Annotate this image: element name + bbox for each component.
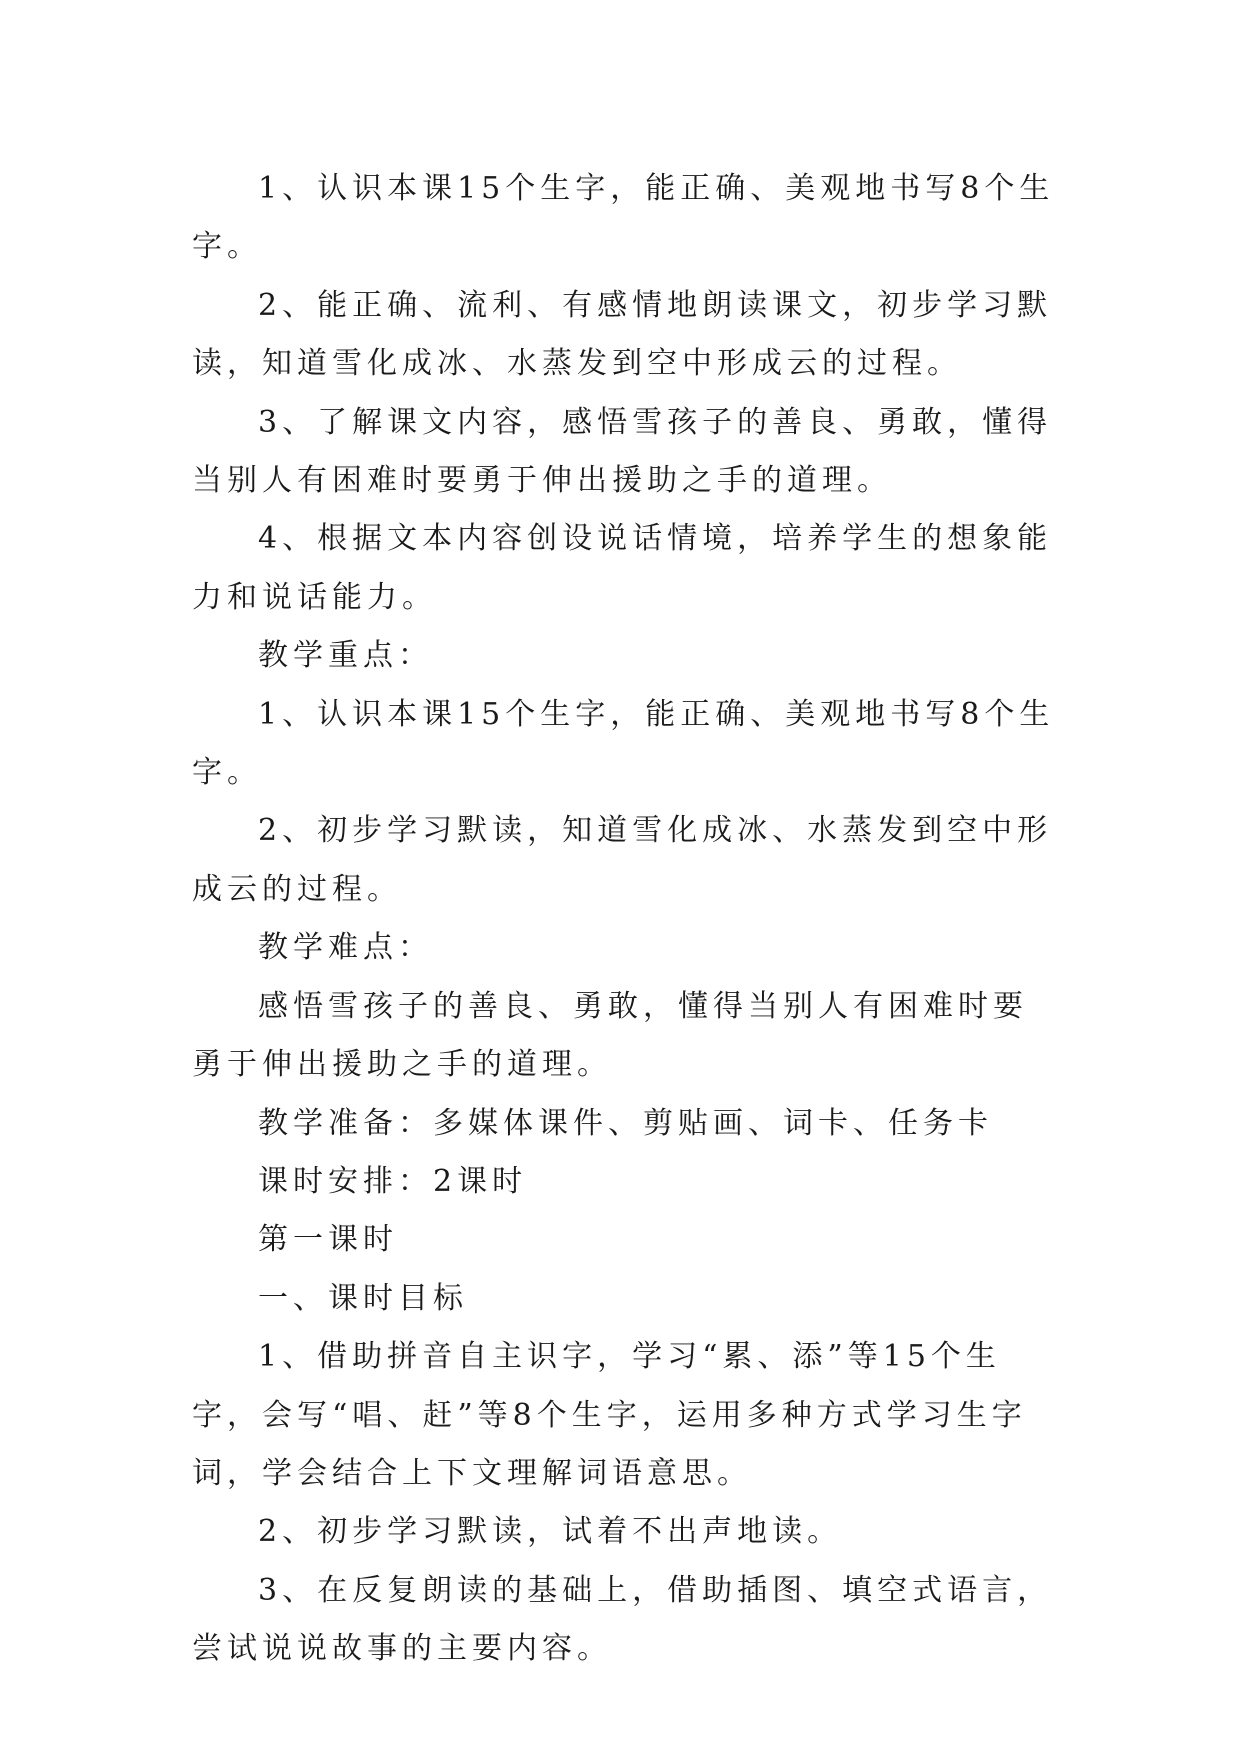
- paragraph-focus-1: 1、认识本课15个生字，能正确、美观地书写8个生字。: [192, 696, 1055, 791]
- paragraph-preparation: 教学准备：多媒体课件、剪贴画、词卡、任务卡: [258, 1105, 993, 1141]
- paragraph-focus-2: 2、初步学习默读，知道雪化成冰、水蒸发到空中形成云的过程。: [192, 813, 1053, 907]
- heading-first-lesson: 第一课时: [258, 1222, 398, 1258]
- heading-lesson-goals: 一、课时目标: [258, 1280, 468, 1316]
- document-body: [192, 160, 1062, 1679]
- paragraph-difficulty: 感悟雪孩子的善良、勇敢，懂得当别人有困难时要勇于伸出援助之手的道理。: [192, 988, 1028, 1083]
- heading-teaching-difficulty: 教学难点：: [258, 930, 433, 966]
- paragraph-schedule: 课时安排：2课时: [258, 1163, 528, 1199]
- paragraph-goal-2: 2、能正确、流利、有感情地朗读课文，初步学习默读，知道雪化成冰、水蒸发到空中形成云的过程。: [192, 287, 1053, 382]
- paragraph-goal-1: 1、认识本课15个生字，能正确、美观地书写8个生字。: [192, 171, 1055, 265]
- paragraph-goal-4: 4、根据文本内容创设说话情境，培养学生的想象能力和说话能力。: [192, 521, 1053, 615]
- paragraph-lesson-goal-2: 2、初步学习默读，试着不出声地读。: [258, 1514, 843, 1550]
- heading-teaching-focus: 教学重点：: [258, 638, 433, 674]
- paragraph-lesson-goal-3: 3、在反复朗读的基础上，借助插图、填空式语言，尝试说说故事的主要内容。: [192, 1572, 1053, 1667]
- paragraph-goal-3: 3、了解课文内容，感悟雪孩子的善良、勇敢，懂得当别人有困难时要勇于伸出援助之手的道理。: [192, 404, 1053, 499]
- paragraph-lesson-goal-1: 1、借助拼音自主识字，学习“累、添”等15个生字，会写“唱、赶”等8个生字，运用多种方式学习生字词，学会结合上下文理解词语意思。: [192, 1339, 1027, 1491]
